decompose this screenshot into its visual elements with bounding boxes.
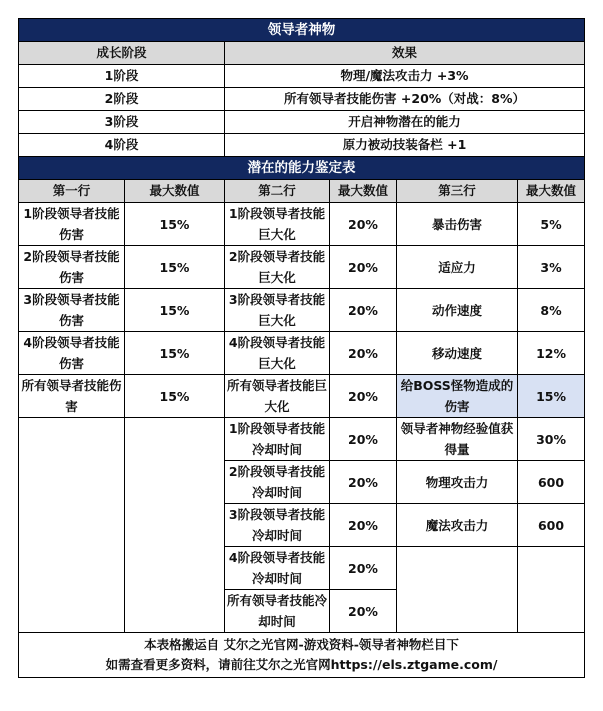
- source-note-line1: 本表格搬运自 艾尔之光官网-游戏资料-领导者神物栏目下: [144, 637, 459, 652]
- line3-option: 动作速度: [397, 289, 518, 332]
- table-row: [19, 203, 585, 246]
- line3-option: 魔法攻击力: [397, 504, 518, 547]
- line3-max-highlighted: 15%: [518, 375, 585, 418]
- col-header-line1: 第一行: [19, 180, 125, 203]
- table-row: [19, 246, 585, 289]
- line3-max: 600: [518, 461, 585, 504]
- line1-max: 15%: [125, 289, 225, 332]
- line2-option: 3阶段领导者技能巨大化: [225, 289, 330, 332]
- growth-effect: 物理/魔法攻击力 +3%: [225, 65, 585, 88]
- growth-effect: 所有领导者技能伤害 +20%（对战：8%）: [225, 88, 585, 111]
- line3-option: 适应力: [397, 246, 518, 289]
- source-note-line2: 如需查看更多资料，请前往艾尔之光官网https://els.ztgame.com/: [105, 657, 498, 672]
- line2-max: 20%: [330, 375, 397, 418]
- line2-max: 20%: [330, 246, 397, 289]
- line2-max: 20%: [330, 504, 397, 547]
- line3-max: 30%: [518, 418, 585, 461]
- line2-max: 20%: [330, 461, 397, 504]
- line1-option: 3阶段领导者技能伤害: [19, 289, 125, 332]
- col-header-max2: 最大数值: [330, 180, 397, 203]
- line3-option-highlighted: 给BOSS怪物造成的伤害: [397, 375, 518, 418]
- line1-option: 所有领导者技能伤害: [19, 375, 125, 418]
- line2-max: 20%: [330, 590, 397, 633]
- line3-max: 8%: [518, 289, 585, 332]
- line1-empty: [19, 418, 125, 633]
- line2-option: 4阶段领导者技能巨大化: [225, 332, 330, 375]
- line3-option: 领导者神物经验值获得量: [397, 418, 518, 461]
- growth-stage: 1阶段: [19, 65, 225, 88]
- source-note: [19, 633, 585, 678]
- line3-option: 暴击伤害: [397, 203, 518, 246]
- line1-max: 15%: [125, 332, 225, 375]
- line2-option: 1阶段领导者技能巨大化: [225, 203, 330, 246]
- line3-max-empty: [518, 547, 585, 633]
- col-header-line2: 第二行: [225, 180, 330, 203]
- line2-option: 所有领导者技能巨大化: [225, 375, 330, 418]
- growth-effect: 开启神物潜在的能力: [225, 111, 585, 134]
- line2-option: 所有领导者技能冷却时间: [225, 590, 330, 633]
- line2-max: 20%: [330, 289, 397, 332]
- table-row: [19, 418, 585, 461]
- line1-option: 1阶段领导者技能伤害: [19, 203, 125, 246]
- line3-empty: [397, 547, 518, 633]
- growth-row: [19, 65, 585, 88]
- artifact-title: 领导者神物: [19, 19, 585, 42]
- potential-title: 潜在的能力鉴定表: [19, 157, 585, 180]
- growth-stage-header: 成长阶段: [19, 42, 225, 65]
- line1-max: 15%: [125, 375, 225, 418]
- line3-option: 移动速度: [397, 332, 518, 375]
- growth-effect-header: 效果: [225, 42, 585, 65]
- line3-max: 12%: [518, 332, 585, 375]
- line2-max: 20%: [330, 418, 397, 461]
- line1-max: 15%: [125, 203, 225, 246]
- line2-option: 2阶段领导者技能冷却时间: [225, 461, 330, 504]
- line3-option: 物理攻击力: [397, 461, 518, 504]
- line2-option: 1阶段领导者技能冷却时间: [225, 418, 330, 461]
- growth-stage: 2阶段: [19, 88, 225, 111]
- line2-option: 2阶段领导者技能巨大化: [225, 246, 330, 289]
- artifact-table: [18, 18, 585, 678]
- growth-stage: 3阶段: [19, 111, 225, 134]
- line2-max: 20%: [330, 203, 397, 246]
- growth-effect: 原力被动技装备栏 +1: [225, 134, 585, 157]
- table-row: [19, 289, 585, 332]
- table-row: [19, 375, 585, 418]
- artifact-document: [18, 18, 584, 678]
- line1-option: 4阶段领导者技能伤害: [19, 332, 125, 375]
- line2-option: 4阶段领导者技能冷却时间: [225, 547, 330, 590]
- growth-row: [19, 134, 585, 157]
- growth-stage: 4阶段: [19, 134, 225, 157]
- line1-option: 2阶段领导者技能伤害: [19, 246, 125, 289]
- line2-max: 20%: [330, 332, 397, 375]
- line1-max: 15%: [125, 246, 225, 289]
- line3-max: 5%: [518, 203, 585, 246]
- line3-max: 600: [518, 504, 585, 547]
- col-header-line3: 第三行: [397, 180, 518, 203]
- line2-option: 3阶段领导者技能冷却时间: [225, 504, 330, 547]
- line2-max: 20%: [330, 547, 397, 590]
- growth-row: [19, 88, 585, 111]
- growth-row: [19, 111, 585, 134]
- col-header-max1: 最大数值: [125, 180, 225, 203]
- col-header-max3: 最大数值: [518, 180, 585, 203]
- line1-max-empty: [125, 418, 225, 633]
- line3-max: 3%: [518, 246, 585, 289]
- table-row: [19, 332, 585, 375]
